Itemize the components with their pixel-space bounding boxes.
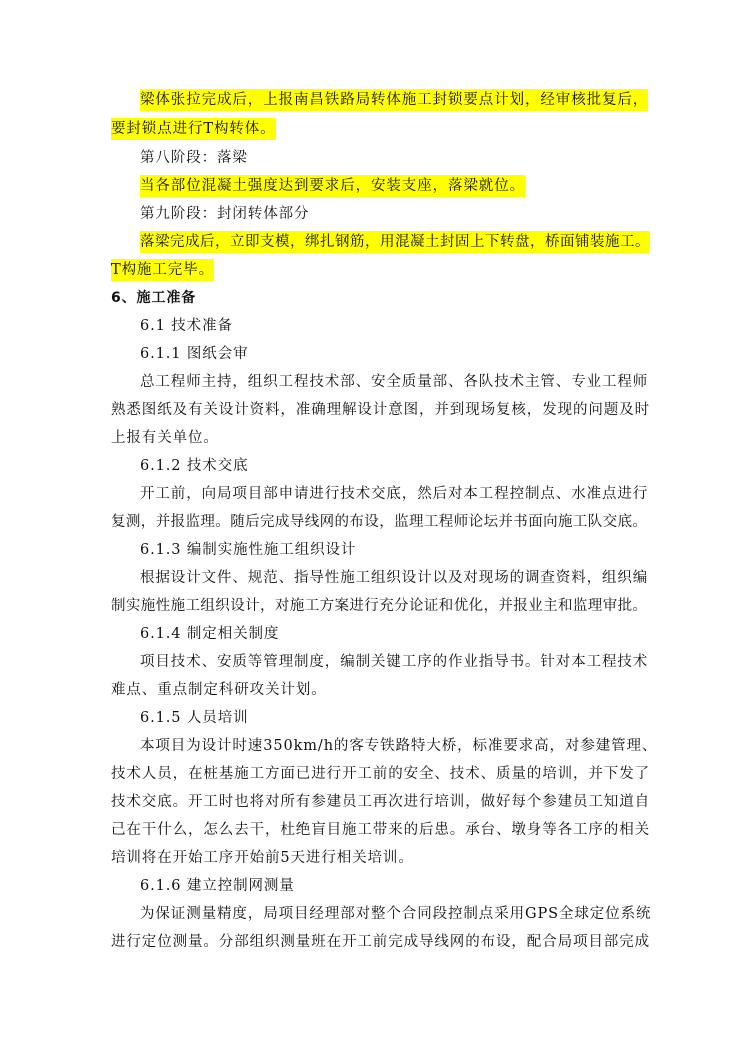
paragraph-line: 上报有关单位。: [111, 430, 219, 446]
subsection-heading: 6.1 技术准备: [140, 318, 233, 334]
paragraph-line: 为保证测量精度，局项目经理部对整个合同段控制点采用GPS全球定位系统: [140, 906, 652, 922]
paragraph-line: 开工前，向局项目部申请进行技术交底，然后对本工程控制点、水准点进行: [140, 486, 649, 502]
stage-heading: 第八阶段：落梁: [140, 150, 248, 166]
paragraph-line: 根据设计文件、规范、指导性施工组织设计以及对现场的调查资料，组织编: [140, 570, 649, 586]
subsection-heading: 6.1.6 建立控制网测量: [140, 878, 295, 894]
paragraph-line: 总工程师主持，组织工程技术部、安全质量部、各队技术主管、专业工程师: [140, 374, 649, 390]
stage-heading: 第九阶段：封闭转体部分: [140, 206, 310, 222]
paragraph-line: T构施工完毕。: [111, 259, 214, 281]
paragraph-line: 进行定位测量。分部组织测量班在开工前完成导线网的布设，配合局项目部完成: [111, 934, 650, 950]
paragraph-line: 制实施性施工组织设计，对施工方案进行充分论证和优化，并报业主和监理审批。: [111, 598, 648, 614]
subsection-heading: 6.1.1 图纸会审: [140, 346, 249, 362]
paragraph-line: 当各部位混凝土强度达到要求后，安装支座，落梁就位。: [140, 175, 525, 197]
paragraph-line: 熟悉图纸及有关设计资料，准确理解设计意图，并到现场复核，发现的问题及时: [111, 402, 650, 418]
paragraph-line: 本项目为设计时速350km/h的客专铁路特大桥，标准要求高，对参建管理、: [140, 738, 658, 754]
paragraph-line: 要封锁点进行T构转体。: [111, 118, 276, 140]
paragraph-line: 难点、重点制定科研攻关计划。: [111, 682, 327, 698]
subsection-heading: 6.1.5 人员培训: [140, 710, 249, 726]
paragraph-line: 项目技术、安质等管理制度，编制关键工序的作业指导书。针对本工程技术: [140, 654, 649, 670]
subsection-heading: 6.1.3 编制实施性施工组织设计: [140, 542, 357, 558]
paragraph-line: 复测，并报监理。随后完成导线网的布设，监理工程师论坛并书面向施工队交底。: [111, 514, 648, 530]
paragraph-line: 梁体张拉完成后，上报南昌铁路局转体施工封锁要点计划，经审核批复后，: [140, 89, 648, 111]
paragraph-line: 技术人员，在桩基施工方面已进行开工前的安全、技术、质量的培训，并下发了: [111, 766, 650, 782]
paragraph-line: 己在干什么，怎么去干，杜绝盲目施工带来的后患。承台、墩身等各工序的相关: [111, 822, 650, 838]
paragraph-line: 落梁完成后，立即支模，绑扎钢筋，用混凝土封固上下转盘，桥面铺装施工。: [140, 231, 650, 253]
subsection-heading: 6.1.4 制定相关制度: [140, 626, 280, 642]
section-heading: 6、施工准备: [111, 290, 197, 306]
paragraph-line: 技术交底。开工时也将对所有参建员工再次进行培训，做好每个参建员工知道自: [111, 794, 650, 810]
paragraph-line: 培训将在开始工序开始前5天进行相关培训。: [111, 850, 414, 866]
subsection-heading: 6.1.2 技术交底: [140, 458, 249, 474]
